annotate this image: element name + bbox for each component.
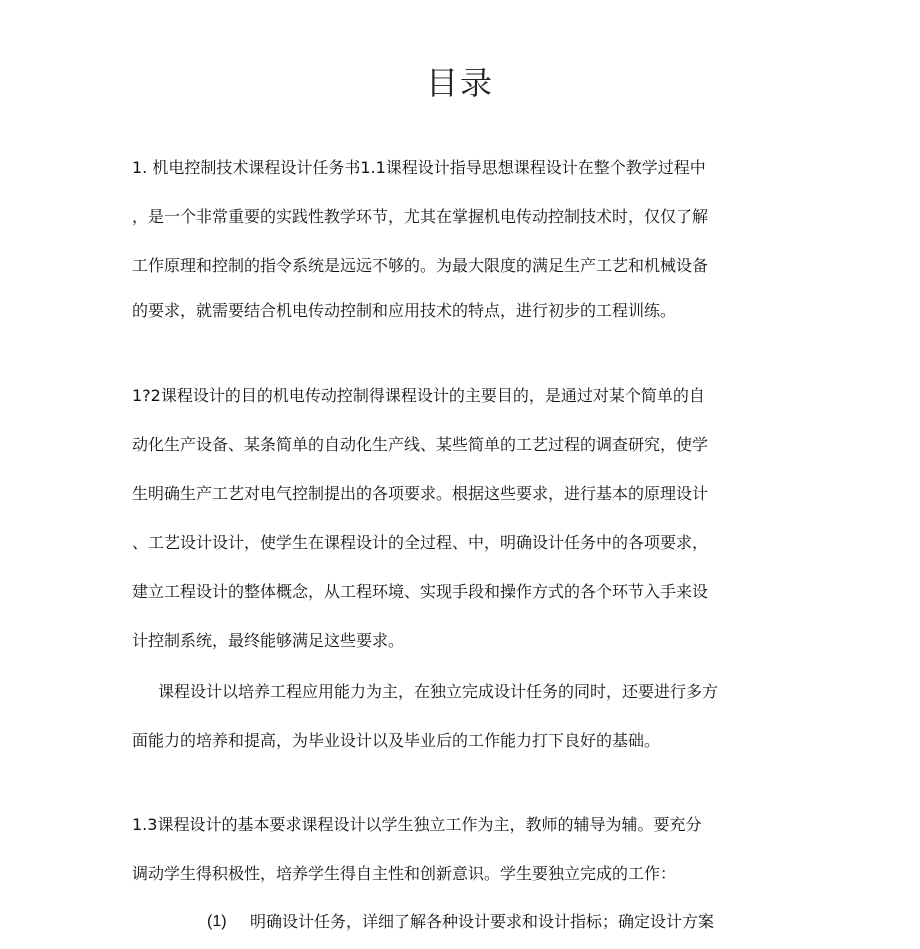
section2-line-6: 计控制系统，最终能够满足这些要求。 — [132, 631, 405, 650]
section1-line-4: 的要求，就需要结合机电传动控制和应用技术的特点，进行初步的工程训练。 — [132, 301, 677, 320]
section2-line-4: 、工艺设计设计，使学生在课程设计的全过程、中，明确设计任务中的各项要求， — [132, 533, 709, 552]
list-item-number: (1) — [207, 913, 227, 930]
section3-line-1: 1.3课程设计的基本要求课程设计以学生独立工作为主，教师的辅导为辅。要充分 — [132, 815, 702, 834]
section2-line-5: 建立工程设计的整体概念，从工程环境、实现手段和操作方式的各个环节入手来设 — [132, 582, 709, 601]
section2-line-1: 1?2课程设计的目的机电传动控制得课程设计的主要目的，是通过对某个简单的自 — [132, 386, 705, 405]
section2-line-3: 生明确生产工艺对电气控制提出的各项要求。根据这些要求，进行基本的原理设计 — [132, 484, 709, 503]
section3-line-2: 调动学生得积极性，培养学生得自主性和创新意识。学生要独立完成的工作： — [132, 864, 677, 883]
section1-line-2: ，是一个非常重要的实践性教学环节，尤其在掌握机电传动控制技术时，仅仅了解 — [132, 207, 709, 226]
paragraph3-line-2: 面能力的培养和提高，为毕业设计以及毕业后的工作能力打下良好的基础。 — [132, 731, 661, 750]
section2-line-2: 动化生产设备、某条简单的自动化生产线、某些简单的工艺过程的调查研究，使学 — [132, 435, 709, 454]
page-title: 目录 — [425, 64, 494, 102]
section1-line-1: 1. 机电控制技术课程设计任务书1.1课程设计指导思想课程设计在整个教学过程中 — [132, 158, 706, 177]
paragraph3-line-1: 课程设计以培养工程应用能力为主，在独立完成设计任务的同时，还要进行多方 — [158, 682, 719, 701]
list-item-text: 明确设计任务，详细了解各种设计要求和设计指标；确定设计方案 — [250, 912, 715, 931]
section1-line-3: 工作原理和控制的指令系统是远远不够的。为最大限度的满足生产工艺和机械设备 — [132, 256, 709, 275]
